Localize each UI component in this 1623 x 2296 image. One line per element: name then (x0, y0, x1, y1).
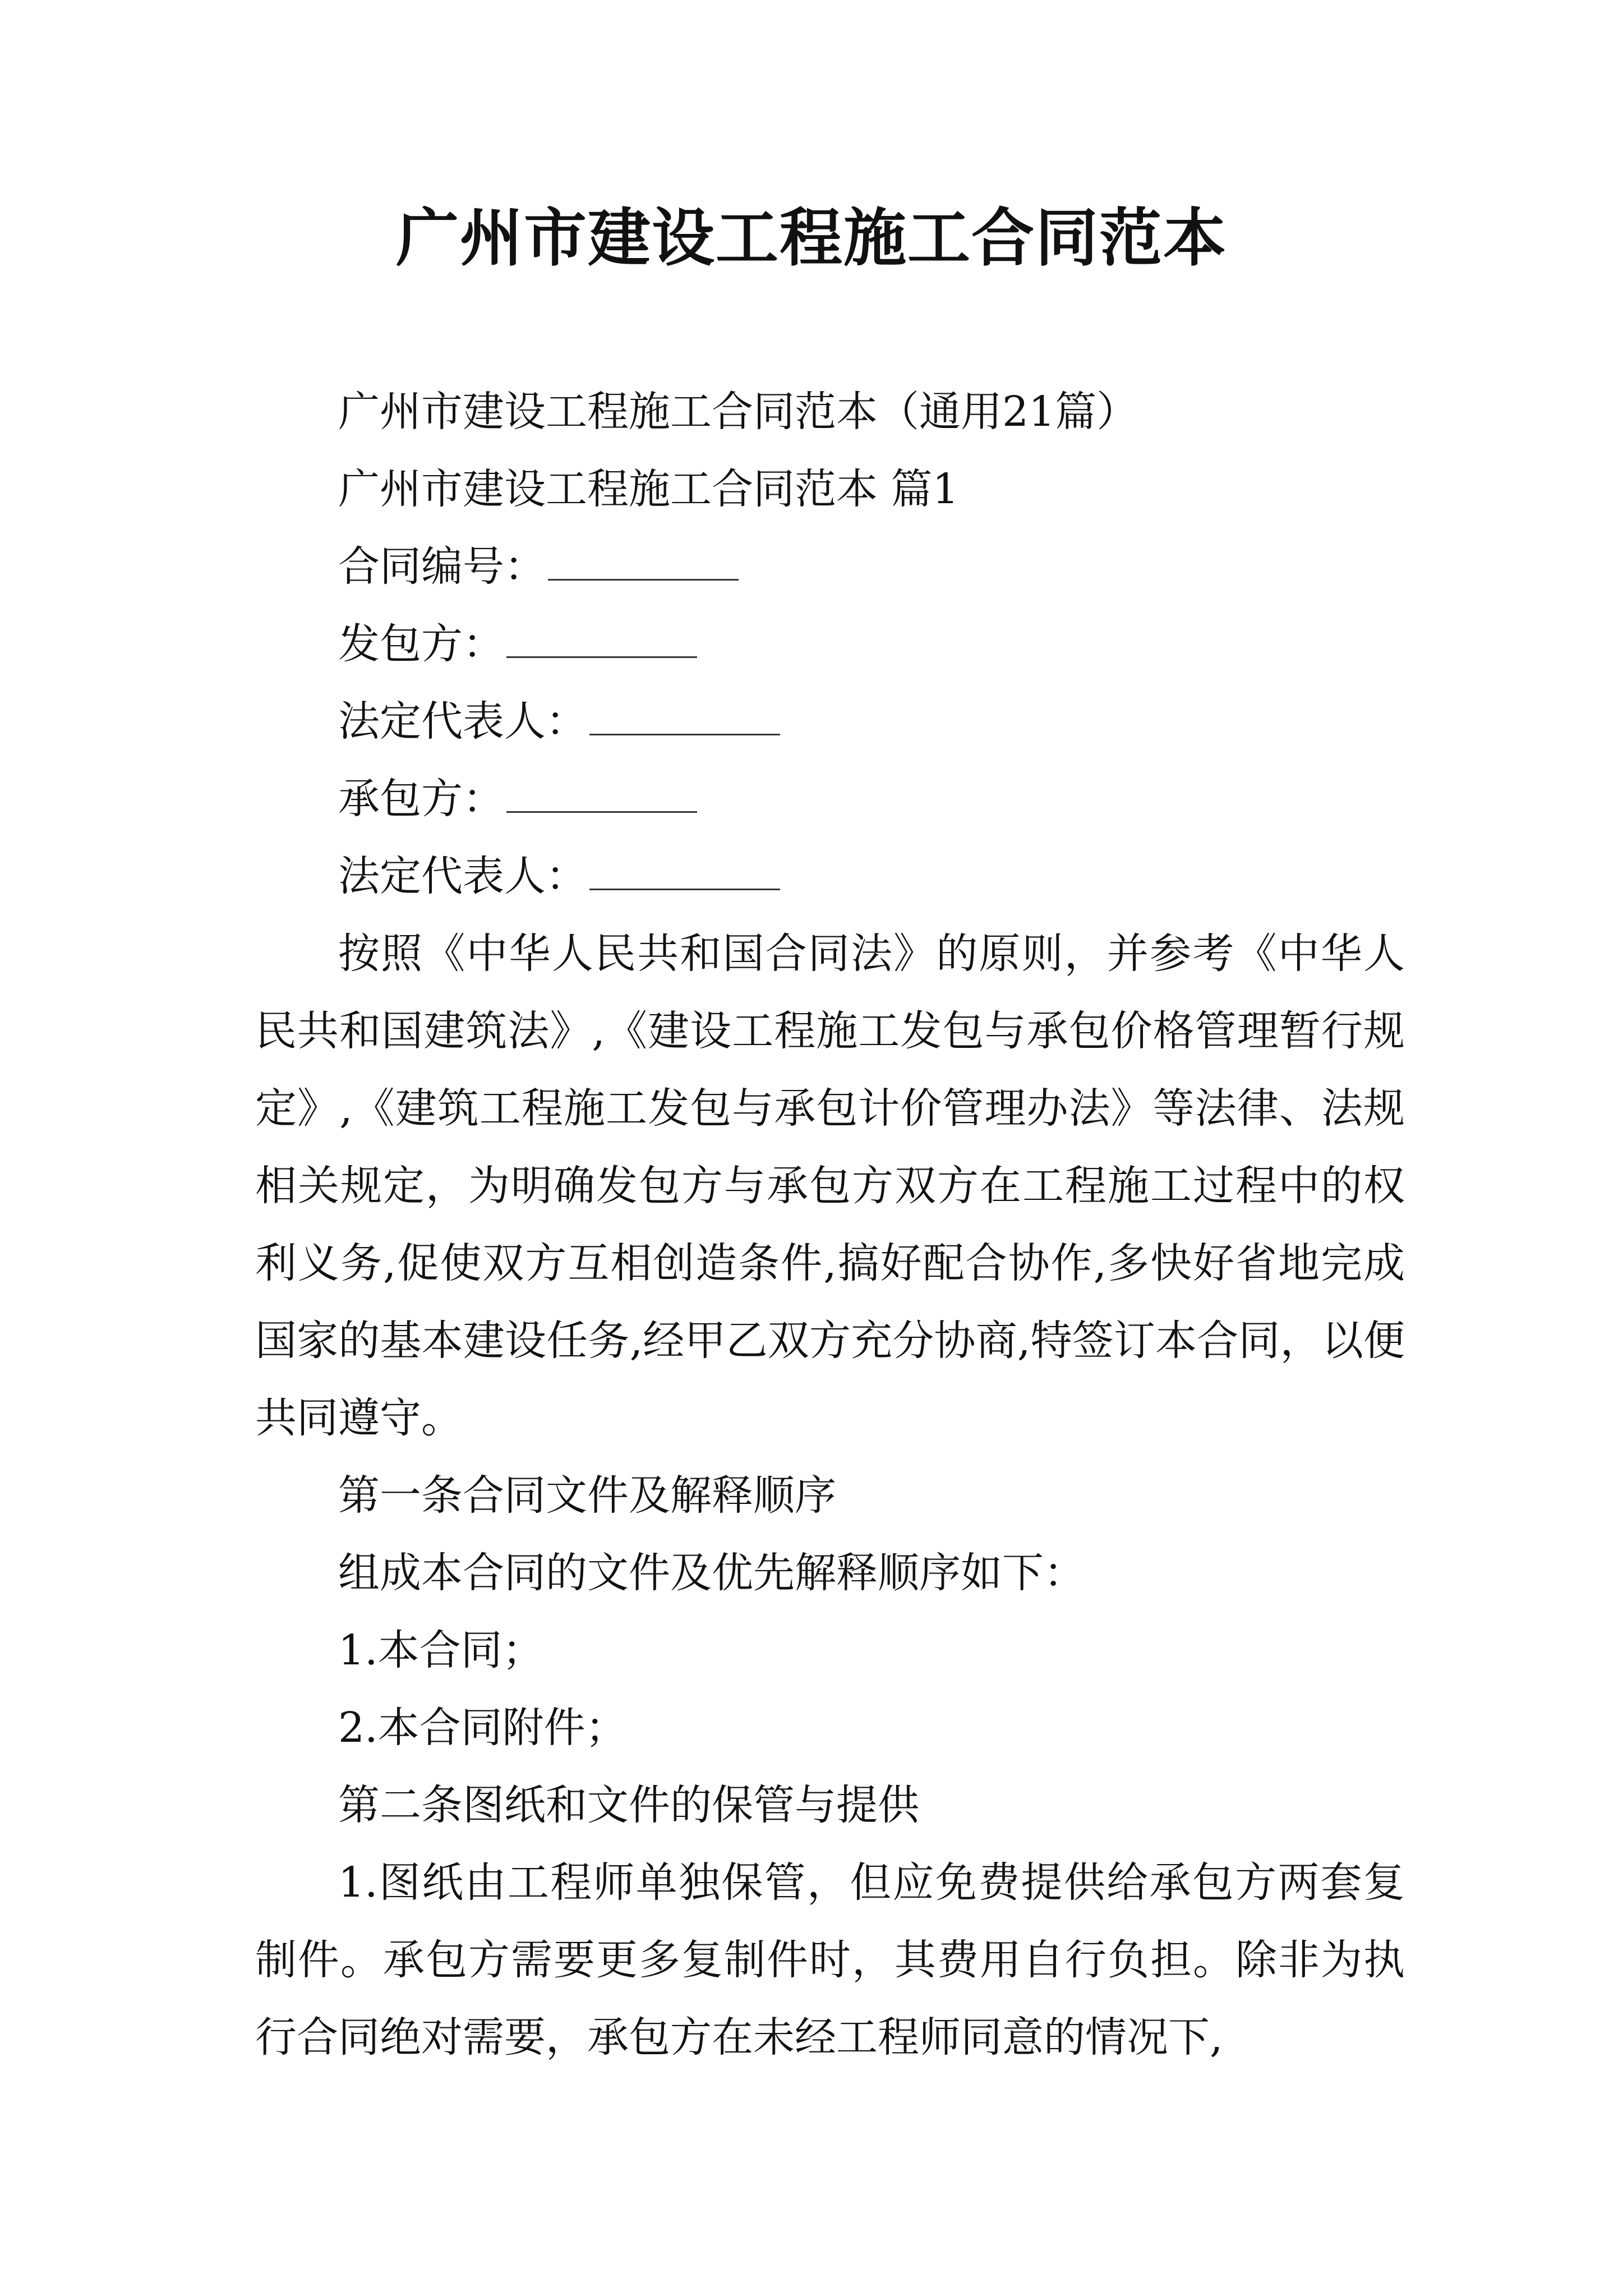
article-1-item-1: 1.本合同； (338, 1626, 544, 1674)
article-1-heading: 第一条合同文件及解释顺序 (338, 1471, 836, 1520)
field-contract-number (255, 528, 1405, 605)
section-heading: 广州市建设工程施工合同范本 篇1 (338, 465, 959, 513)
document-title: 广州市建设工程施工合同范本 (396, 201, 1227, 275)
fill-in-blank (506, 770, 697, 813)
fill-in-blank (548, 537, 739, 581)
fill-in-blank (589, 847, 780, 890)
document-subtitle: 广州市建设工程施工合同范本（通用21篇） (338, 388, 1138, 436)
field-label: 承包方： (338, 775, 504, 823)
field-employer (255, 605, 1405, 683)
article-1-intro: 组成本合同的文件及优先解释顺序如下： (338, 1549, 1085, 1597)
field-employer-legal-rep (255, 683, 1405, 760)
field-label: 合同编号： (338, 542, 546, 591)
field-contractor (255, 760, 1405, 838)
fill-in-blank (589, 692, 780, 735)
preamble-paragraph: 按照《中华人民共和国合同法》的原则，并参考《中华人民共和国建筑法》,《建设工程施工发包与承包价格管理暂行规定》,《建筑工程施工发包与承包计价管理办法》等法律、法规相关规定，为明确发包方与承包方双方在工程施工过程中的权利义务,促使双方互相创造条件,搞好配合协作,多快好省地完成国家的基本建设任务,经甲乙双方充分协商,特签订本合同，以便共同遵守。 (255, 930, 1405, 1442)
document-body (255, 373, 1405, 2076)
field-label: 法定代表人： (338, 852, 587, 900)
fill-in-blank (506, 615, 697, 658)
field-contractor-legal-rep (255, 838, 1405, 915)
article-2-paragraph: 1.图纸由工程师单独保管，但应免费提供给承包方两套复制件。承包方需要更多复制件时，其费用自行负担。除非为执行合同绝对需要，承包方在未经工程师同意的情况下, (255, 1858, 1405, 2062)
field-label: 发包方： (338, 620, 504, 668)
article-1-item-2: 2.本合同附件； (338, 1704, 627, 1752)
article-2-heading: 第二条图纸和文件的保管与提供 (338, 1781, 919, 1829)
field-label: 法定代表人： (338, 697, 587, 746)
